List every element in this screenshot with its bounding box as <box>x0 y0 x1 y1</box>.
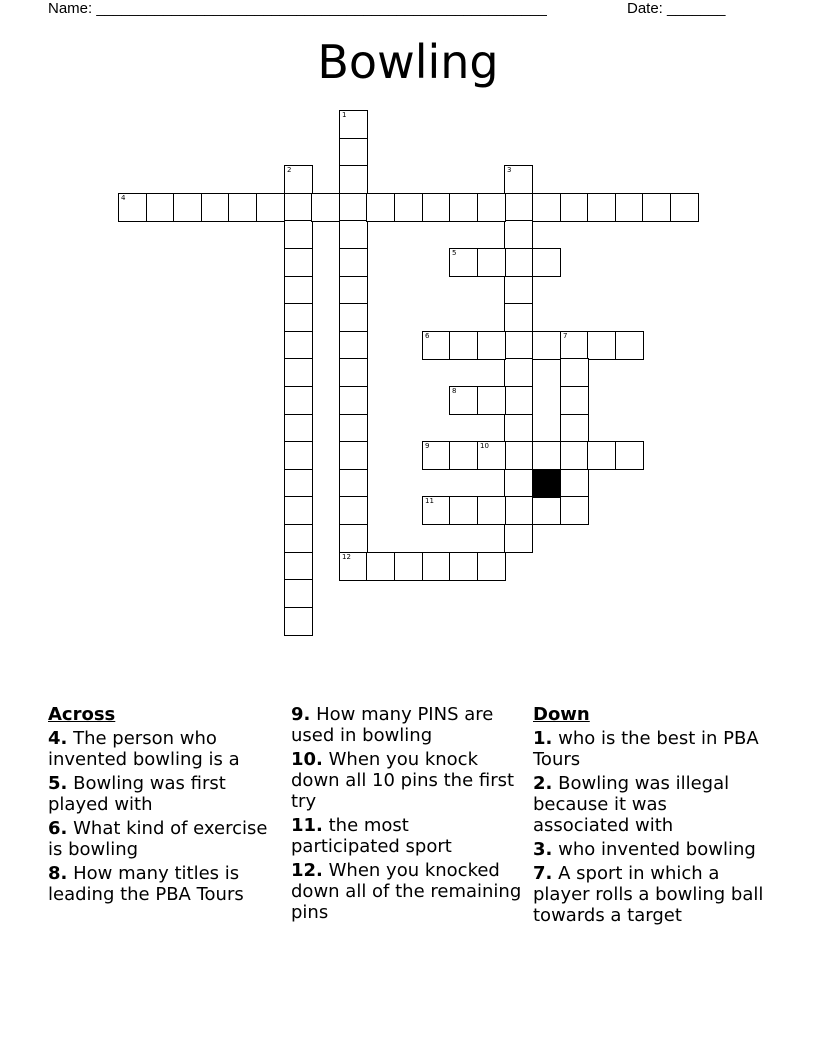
clue-number: 5 <box>452 249 457 257</box>
clue-number: 12 <box>342 553 351 561</box>
clue-number: 7 <box>563 332 568 340</box>
clue-across-6: 6. What kind of exercise is bowling <box>48 818 268 860</box>
date-field-label[interactable]: Date: _______ <box>627 0 726 17</box>
name-field-label[interactable]: Name: ______________________________________________________ <box>48 0 547 17</box>
clue-number: 1 <box>342 111 347 119</box>
clues-column-3 <box>533 704 765 929</box>
clues-column-2 <box>291 704 523 926</box>
clue-number: 4 <box>121 194 126 202</box>
clue-across-8: 8. How many titles is leading the PBA Tours <box>48 863 244 905</box>
clue-down-7: 7. A sport in which a player rolls a bowling ball towards a target <box>533 863 764 926</box>
clue-down-3: 3. who invented bowling <box>533 839 756 860</box>
clue-down-2: 2. Bowling was illegal because it was associated with <box>533 773 730 836</box>
across-heading: Across <box>48 704 116 725</box>
clue-number: 9 <box>425 442 430 450</box>
clues-column-1 <box>48 704 280 908</box>
clue-number: 10 <box>480 442 489 450</box>
clue-number: 11 <box>425 497 434 505</box>
clue-across-4: 4. The person who invented bowling is a <box>48 728 240 770</box>
puzzle-title: Bowling <box>317 35 499 89</box>
clue-across-9: 9. How many PINS are used in bowling <box>291 704 494 746</box>
clue-across-12: 12. When you knocked down all of the remaining pins <box>291 860 522 923</box>
clue-number: 6 <box>425 332 430 340</box>
clue-across-5: 5. Bowling was first played with <box>48 773 226 815</box>
clue-across-10: 10. When you knock down all 10 pins the first try <box>291 749 515 812</box>
down-heading: Down <box>533 704 590 725</box>
clue-across-11: 11. the most participated sport <box>291 815 452 857</box>
clue-number: 2 <box>287 166 292 174</box>
clue-number: 3 <box>507 166 512 174</box>
clue-number: 8 <box>452 387 457 395</box>
clue-down-1: 1. who is the best in PBA Tours <box>533 728 759 770</box>
